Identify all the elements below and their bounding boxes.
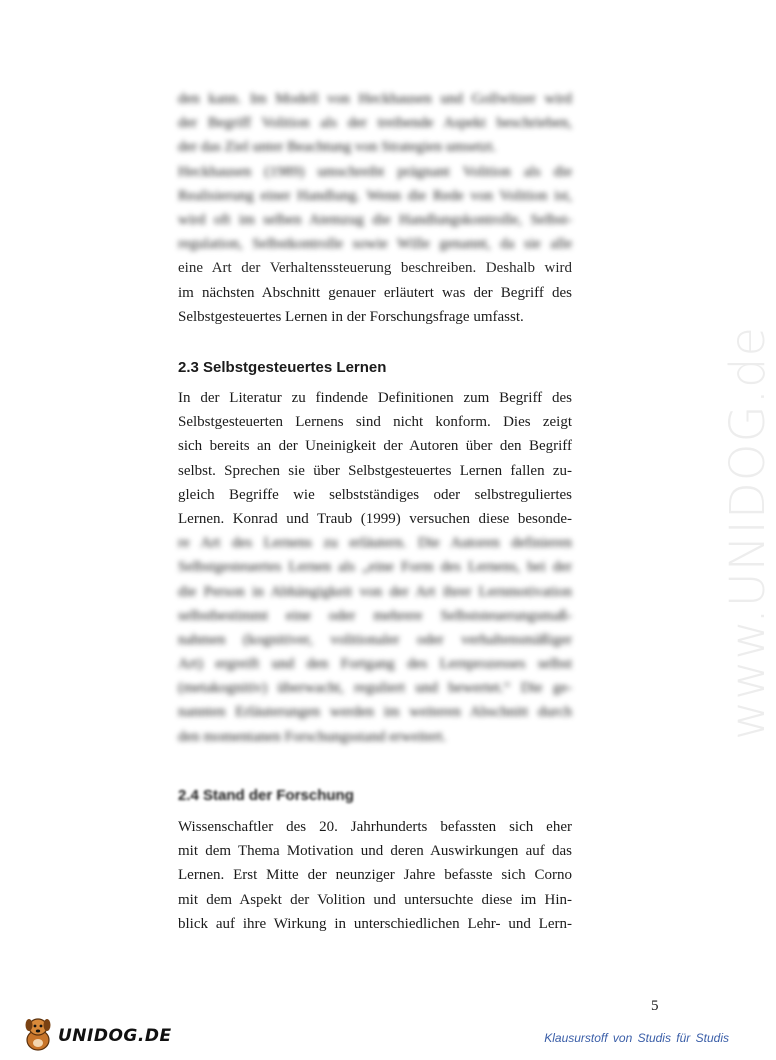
text-line: nahmen (kognitiver, volitionaler oder verhaltensmäßiger	[178, 631, 572, 648]
text-line: (metakognitiv) überwacht, reguliert und bewertet.“ Die ge-	[178, 680, 572, 697]
section-heading-2-3: 2.3 Selbstgesteuertes Lernen	[178, 359, 387, 376]
page-number: 5	[651, 998, 659, 1014]
text-line: selbstbestimmt eine oder mehrere Selbststeuerungsmaß-	[178, 607, 572, 624]
text-line: Heckhausen (1989) umschreibt prägnant Volition als die	[178, 163, 572, 180]
text-line: Art) ergreift und den Fortgang des Lernprozesses selbst	[178, 656, 572, 673]
text-line: Selbstgesteuertes Lernen in der Forschungsfrage umfasst.	[178, 308, 524, 325]
text-line: den momentanen Forschungsstand erweitert.	[178, 728, 447, 745]
paragraph-volition	[178, 87, 572, 329]
text-line: mit dem Aspekt der Volition und untersuchte diese im Hin-	[178, 891, 572, 908]
text-line: der Begriff Volition als der treibende Aspekt beschrieben,	[178, 115, 572, 132]
watermark: www.UNIDOG.de	[720, 325, 776, 740]
logo-text: UNIDOG.DE	[58, 1026, 172, 1046]
text-line: der das Ziel unter Beachtung von Strategien umsetzt.	[178, 139, 497, 156]
paragraph-state-of-research	[178, 815, 572, 936]
text-line: Selbstgesteuertes Lernen als „eine Form des Lernens, bei der	[178, 559, 572, 576]
text-line: selbst. Sprechen sie über Selbstgesteuertes Lernen fallen zu-	[178, 462, 572, 479]
text-line: Realisierung einer Handlung. Wenn die Rede von Volition ist,	[178, 187, 572, 204]
text-line: nannten Erläuterungen werden im weiteren Abschnitt durch	[178, 704, 572, 721]
text-line: mit dem Thema Motivation und deren Auswirkungen auf das	[178, 843, 572, 860]
dog-icon	[20, 1014, 56, 1052]
text-line: im nächsten Abschnitt genauer erläutert was der Begriff des	[178, 284, 572, 301]
text-line: eine Art der Verhaltenssteuerung beschreiben. Deshalb wird	[178, 260, 572, 277]
text-line: blick auf ihre Wirkung in unterschiedlichen Lehr- und Lern-	[178, 915, 572, 932]
section-heading-2-4: 2.4 Stand der Forschung	[178, 787, 354, 804]
text-line: die Person in Abhängigkeit von der Art ihrer Lernmotivation	[178, 583, 572, 600]
text-line: Lernen. Erst Mitte der neunziger Jahre befasste sich Corno	[178, 867, 572, 884]
text-line: sich bereits an der Uneinigkeit der Autoren über den Begriff	[178, 438, 572, 455]
text-line: wird oft im selben Atemzug die Handlungskontrolle, Selbst-	[178, 211, 572, 228]
text-line: re Art des Lernens zu erläutern. Die Autoren definieren	[178, 535, 572, 552]
text-line: Selbstgesteuerten Lernens sind nicht konform. Dies zeigt	[178, 414, 572, 431]
text-line: den kann. Im Modell von Heckhausen und Gollwitzer wird	[178, 91, 572, 107]
text-line: In der Literatur zu findende Definitionen zum Begriff des	[178, 390, 572, 406]
paragraph-self-directed-learning	[178, 386, 572, 749]
text-line: regulation, Selbstkontrolle sowie Wille genannt, da sie alle	[178, 236, 572, 253]
footer-slogan: Klausurstoff von Studis für Studis	[544, 1031, 729, 1045]
text-line: Wissenschaftler des 20. Jahrhunderts befassten sich eher	[178, 819, 572, 835]
unidog-logo	[20, 1014, 172, 1054]
text-line: Lernen. Konrad und Traub (1999) versuchen diese besonde-	[178, 510, 572, 527]
text-line: gleich Begriffe wie selbstständiges oder selbstreguliertes	[178, 486, 572, 503]
